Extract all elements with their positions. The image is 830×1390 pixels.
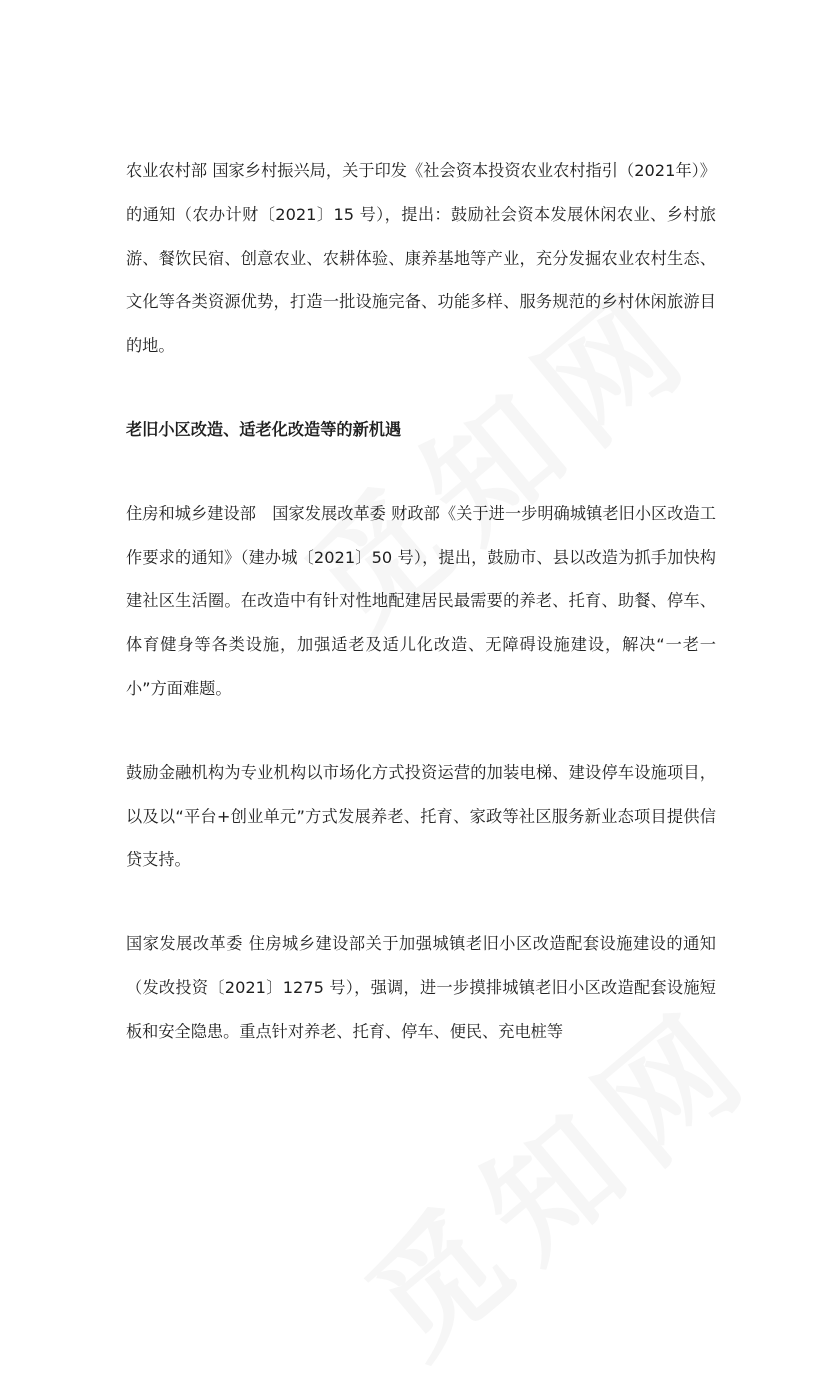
document-body [126,149,716,1054]
paragraph-housing-notice: 住房和城乡建设部 国家发展改革委 财政部《关于进一步明确城镇老旧小区改造工作要求的通知》（建办城〔2021〕50 号），提出，鼓励市、县以改造为抓手加快构建社区生活圈。在改造中有针对性地配建居民最需要的养老、托育、助餐、停车、体育健身等各类设施，加强适老及适儿化改造、无障碍设施建设，解决“一老一小”方面难题。 [126,503,716,698]
section-heading-old-community-renovation: 老旧小区改造、适老化改造等的新机遇 [126,419,402,439]
paragraph-ndrc-notice: 国家发展改革委 住房城乡建设部关于加强城镇老旧小区改造配套设施建设的通知（发改投资〔2021〕1275 号），强调，进一步摸排城镇老旧小区改造配套设施短板和安全隐患。重点针对养老、托育、停车、便民、充电桩等 [126,934,716,1041]
paragraph-rural-investment: 农业农村部 国家乡村振兴局，关于印发《社会资本投资农业农村指引（2021年）》的通知（农办计财〔2021〕15 号），提出：鼓励社会资本发展休闲农业、乡村旅游、餐饮民宿、创意农业、农耕体验、康养基地等产业，充分发掘农业农村生态、文化等各类资源优势，打造一批设施完备、功能多样、服务规范的乡村休闲旅游目的地。 [126,161,716,356]
paragraph-financial-support: 鼓励金融机构为专业机构以市场化方式投资运营的加装电梯、建设停车设施项目，以及以“平台+创业单元”方式发展养老、托育、家政等社区服务新业态项目提供信贷支持。 [126,762,716,870]
